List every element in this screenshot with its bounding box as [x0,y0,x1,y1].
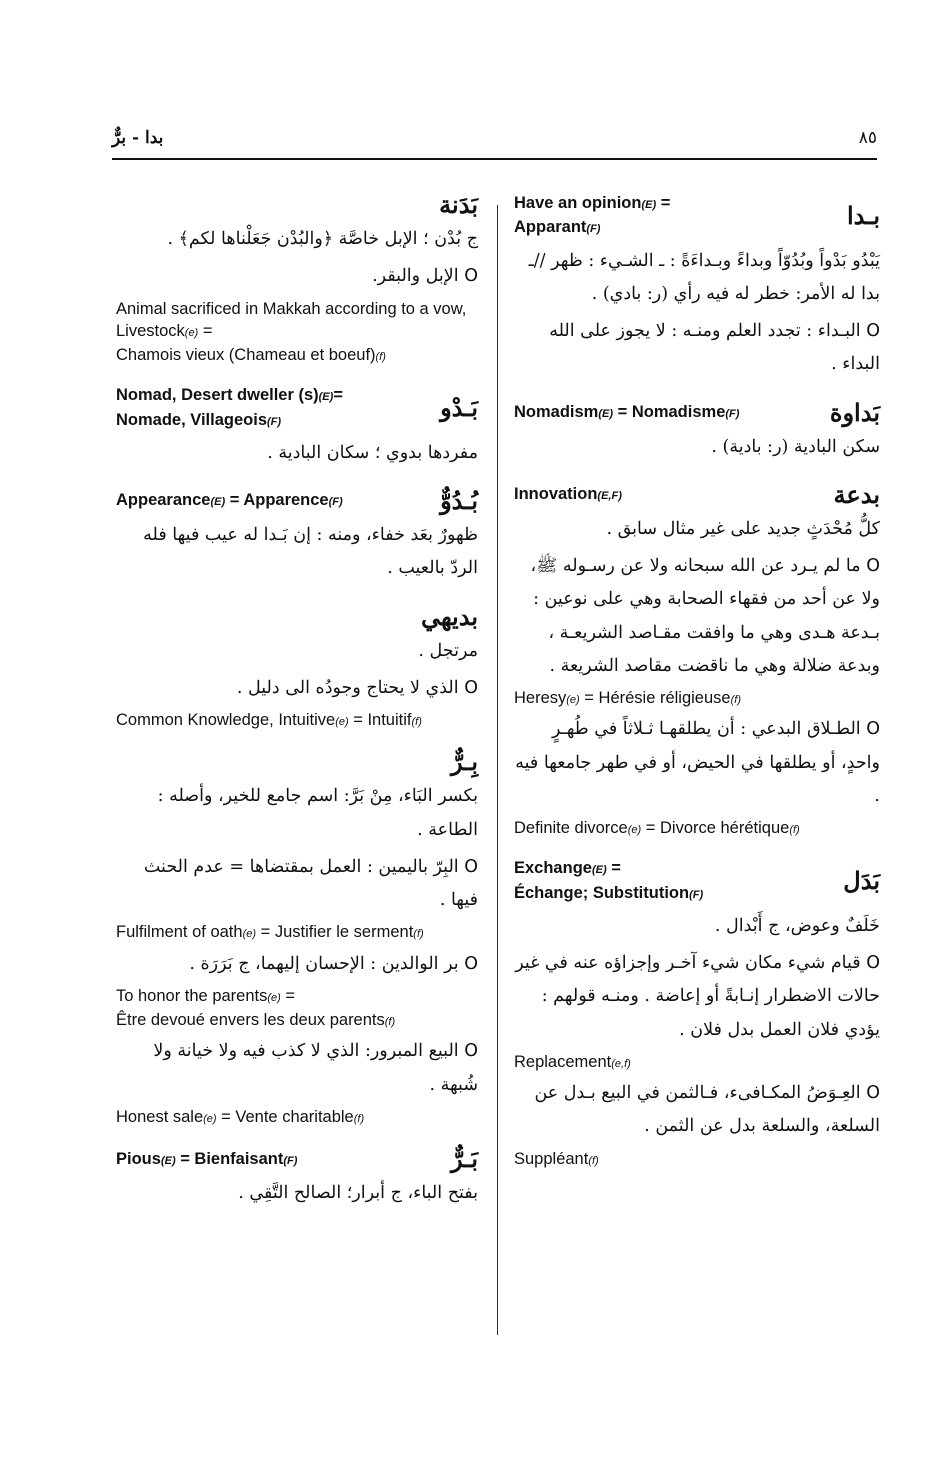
dictionary-entry [116,747,478,1128]
definition-text: كلُّ مُحْدَثٍ جديد على غير مثال سابق . [606,518,880,539]
arabic-definition [116,672,478,705]
header-rule [112,158,877,160]
language-tag: (E) [210,496,226,509]
language-tag: (E) [598,407,614,420]
definition-text: قيام شيء مكان شيء آخـر وإجزاؤه عنه في غير حالات الاضطرار إنـابةً أو إعاضة . ومنـه قولهم : يؤدي فلان العمل بدل فلان . [515,953,880,1040]
definition-text: بر الوالدين : الإحسان إليهما، ج بَرَرَة . [189,953,459,974]
english-gloss [116,489,343,511]
arabic-definition [514,910,880,943]
circle-marker: O [866,953,880,974]
definition-text: العِـوَضُ المكـافىء، فـالثمن في البيع بـدل عن السلعة، والسلعة بدل عن الثمن . [534,1083,880,1137]
english-gloss [514,857,703,879]
gloss-text: = Intuitif [348,711,412,730]
definition-text: مرتجل . [418,640,478,661]
dictionary-entry [514,190,880,382]
definition-text: الذي لا يحتاج وجودُه الى دليل . [236,677,459,698]
definition-text: الإبل والبقر. [372,266,459,287]
language-tag: (F) [267,415,282,428]
arabic-definition [514,513,880,546]
language-tag: (e) [566,694,580,707]
gloss-text: Heresy [514,689,567,708]
gloss-text: Échange; Substitution [514,883,690,902]
definition-text: سكن البادية (ر: بادية) . [711,436,880,457]
running-title: بدا - برٌّ [112,128,164,148]
arabic-definition [514,550,880,683]
gloss-text: = Nomadisme [613,402,726,421]
headword: بـدا [847,200,880,230]
language-tag: (f) [384,1016,396,1029]
dictionary-entry [116,602,478,732]
language-tag: (F) [328,496,343,509]
gloss-text: Exchange [514,859,592,878]
gloss-text: Pious [116,1149,161,1168]
gloss-text: = [280,986,296,1005]
entry-head [116,602,478,631]
language-tag: (F) [689,888,704,901]
arabic-definition [514,315,880,382]
arabic-definition [514,245,880,312]
language-tag: (f) [789,824,800,837]
circle-marker: O [866,556,880,577]
arabic-definition [116,635,478,668]
english-gloss [514,192,670,214]
gloss-text: Nomadism [514,402,599,421]
arabic-definition [514,947,880,1047]
language-tag: (e) [203,1112,217,1125]
headword: بُـدُوٌّ [440,486,478,516]
language-tag: (F) [586,223,601,236]
headword: بديهي [420,601,478,631]
headword: بِـرٌّ [451,747,478,777]
entry-head [116,486,478,515]
entry-english-block [514,190,670,241]
arabic-definition [514,1077,880,1144]
arabic-definition [514,431,880,464]
circle-marker: O [464,856,478,877]
entry-english-block [514,481,622,507]
gloss-text: Replacement [514,1052,612,1071]
headword: بَـدْو [440,393,478,423]
gloss-text: Fulfilment of oath [116,923,243,942]
gloss-text: = Hérésie réligieuse [579,689,731,708]
gloss-text: = Apparence [225,491,329,510]
entry-english-block [116,1146,297,1172]
dictionary-entry [116,382,478,470]
arabic-definition [116,437,478,470]
english-gloss [514,687,880,709]
definition-text: يَبْدُو بَدْواً وبُدُوّاً وبداءً وبـداءَةً : ـ الشـيء : ظهر //ـ بدا له الأمر: خطر له فيه رأي (ر: بادي) . [528,250,880,304]
arabic-definition [116,223,478,256]
headword: بَدَل [843,866,880,896]
entry-head [116,1144,478,1173]
gloss-text: = Bienfaisant [175,1149,284,1168]
definition-text: البـداء : تجدد العلم ومنـه : لا يجوز على الله البداء . [549,321,880,375]
dictionary-entry [116,1144,478,1210]
gloss-text: Appearance [116,491,211,510]
entry-head [514,398,880,427]
circle-marker: O [866,719,880,740]
arabic-definition [116,519,478,586]
gloss-text: = [606,859,621,878]
english-gloss [116,709,478,731]
column-divider [497,205,498,1335]
english-gloss [116,409,343,431]
page-number: ٨٥ [858,128,877,148]
dictionary-entry [514,480,880,840]
dictionary-entry [116,190,478,366]
entry-head [514,855,880,906]
definition-text: البِرّ باليمين : العمل بمقتضاها = عدم الحنث فيها . [143,856,478,911]
arabic-definition [116,1177,478,1210]
english-gloss [116,921,478,943]
gloss-text: Apparant [514,218,587,237]
gloss-text: Animal sacrificed in Makkah according to a vow, Livestock [116,299,467,340]
arabic-definition [514,713,880,813]
english-gloss [116,344,478,366]
entry-english-block [514,855,703,906]
headword: بَدَنة [439,190,478,219]
entry-english-block [116,487,343,513]
definition-text: خَلَفٌ وعوض، ج أَبْدال . [714,915,880,936]
english-gloss [514,817,880,839]
gloss-text: Suppléant [514,1149,589,1168]
definition-text: ظهورٌ بعَد خفاء، ومنه : إن بَـدا له عيب فيها فله الردّ بالعيب . [143,525,478,579]
language-tag: (e) [242,928,257,941]
entry-head [514,190,880,241]
gloss-text: Honest sale [116,1107,204,1126]
language-tag: (E) [160,1154,176,1167]
language-tag: (F) [725,407,740,420]
language-tag: (e) [627,824,642,837]
page-header [112,120,877,160]
entry-head [116,747,478,776]
language-tag: (f) [588,1154,599,1167]
dictionary-entry [514,855,880,1170]
gloss-text: Common Knowledge, Intuitive [116,711,336,730]
english-gloss [116,1009,478,1031]
left-column [116,180,478,1226]
circle-marker: O [866,1083,880,1104]
headword: بدعة [833,479,880,509]
entry-english-block [116,382,343,433]
language-tag: (E) [318,391,334,404]
english-gloss [116,1106,478,1128]
gloss-text: To honor the parents [116,986,268,1005]
gloss-text: Innovation [514,485,598,504]
definition-text: بفتح الباء، ج أبرار؛ الصالح التَّقِي . [238,1183,478,1204]
definition-text: بكسر البَاء، مِنْ بَرَّ: اسم جامع للخير، وأصله : الطاعة . [157,786,478,840]
gloss-text: = [656,194,671,212]
entry-head [514,480,880,509]
arabic-definition [116,780,478,847]
circle-marker: O [464,953,478,974]
english-gloss [116,1148,297,1170]
gloss-text: Nomad, Desert dweller (s) [116,386,319,405]
english-gloss [514,882,703,904]
gloss-text: Have an opinion [514,194,642,212]
dictionary-entry [116,486,478,586]
gloss-text: = Justifier le serment [256,923,414,942]
language-tag: (e) [267,991,281,1004]
language-tag: (f) [375,351,386,364]
arabic-definition [116,851,478,918]
right-column [514,180,880,1186]
definition-text: الطـلاق البدعي : أن يطلقهـا ثـلاثاً في طُهـرٍ واحدٍ، أو يطلقها في الحيض، أو في طهر جامعها فيه . [515,719,880,806]
entry-english-block [514,399,739,425]
gloss-text: Chamois vieux (Chameau et boeuf) [116,346,376,365]
english-gloss [514,401,739,423]
circle-marker: O [464,677,478,698]
gloss-text: = [333,386,343,405]
language-tag: (e,f) [611,1057,631,1070]
gloss-text: Être devoué envers les deux parents [116,1011,385,1030]
language-tag: (F) [283,1154,298,1167]
definition-text: مفردها بدوي ؛ سكان البادية . [267,442,478,463]
circle-marker: O [464,266,478,287]
arabic-definition [116,1035,478,1102]
language-tag: (f) [353,1112,365,1125]
definition-text: البيع المبرور: الذي لا كذب فيه ولا خيانة ولا شُبهة . [153,1041,478,1095]
gloss-text: Definite divorce [514,819,628,838]
arabic-definition [116,948,478,981]
language-tag: (f) [413,928,424,941]
gloss-text: Nomade, Villageois [116,410,267,429]
entry-head [116,382,478,433]
headword: بَـرٌّ [451,1144,478,1174]
gloss-text: = Divorce hérétique [641,819,790,838]
definition-text: ج بُدْن ؛ الإبل خاصَّة ﴿والبُدْن جَعَلْناها لكم﴾ . [167,229,478,249]
circle-marker: O [464,1041,478,1062]
english-gloss [116,384,343,406]
circle-marker: O [866,321,880,342]
english-gloss [514,216,670,238]
language-tag: (e) [184,326,199,339]
language-tag: (f) [730,694,741,707]
headword: بَداوة [829,397,880,427]
english-gloss [514,1051,880,1073]
dictionary-entry [514,398,880,464]
language-tag: (E,F) [597,490,622,503]
english-gloss [514,1148,880,1170]
definition-text: ما لم يـرد عن الله سبحانه ولا عن رسـوله ﷺ، ولا عن أحد من فقهاء الصحابة وهي على نوعين : بـدعة هـدى وهي ما وافقت مقـاصد الشريعـة ، وبدعة ضلالة وهي ما ناقضت مقاصد الشريعة . [530,556,880,676]
english-gloss [116,985,478,1007]
gloss-text: = Vente charitable [216,1107,354,1126]
gloss-text: = [198,321,213,340]
english-gloss [514,483,622,505]
language-tag: (E) [591,864,607,877]
arabic-definition [116,260,478,293]
language-tag: (e) [335,716,349,729]
entry-head [116,190,478,219]
english-gloss [116,298,478,343]
language-tag: (f) [411,716,422,729]
language-tag: (E) [641,199,657,211]
